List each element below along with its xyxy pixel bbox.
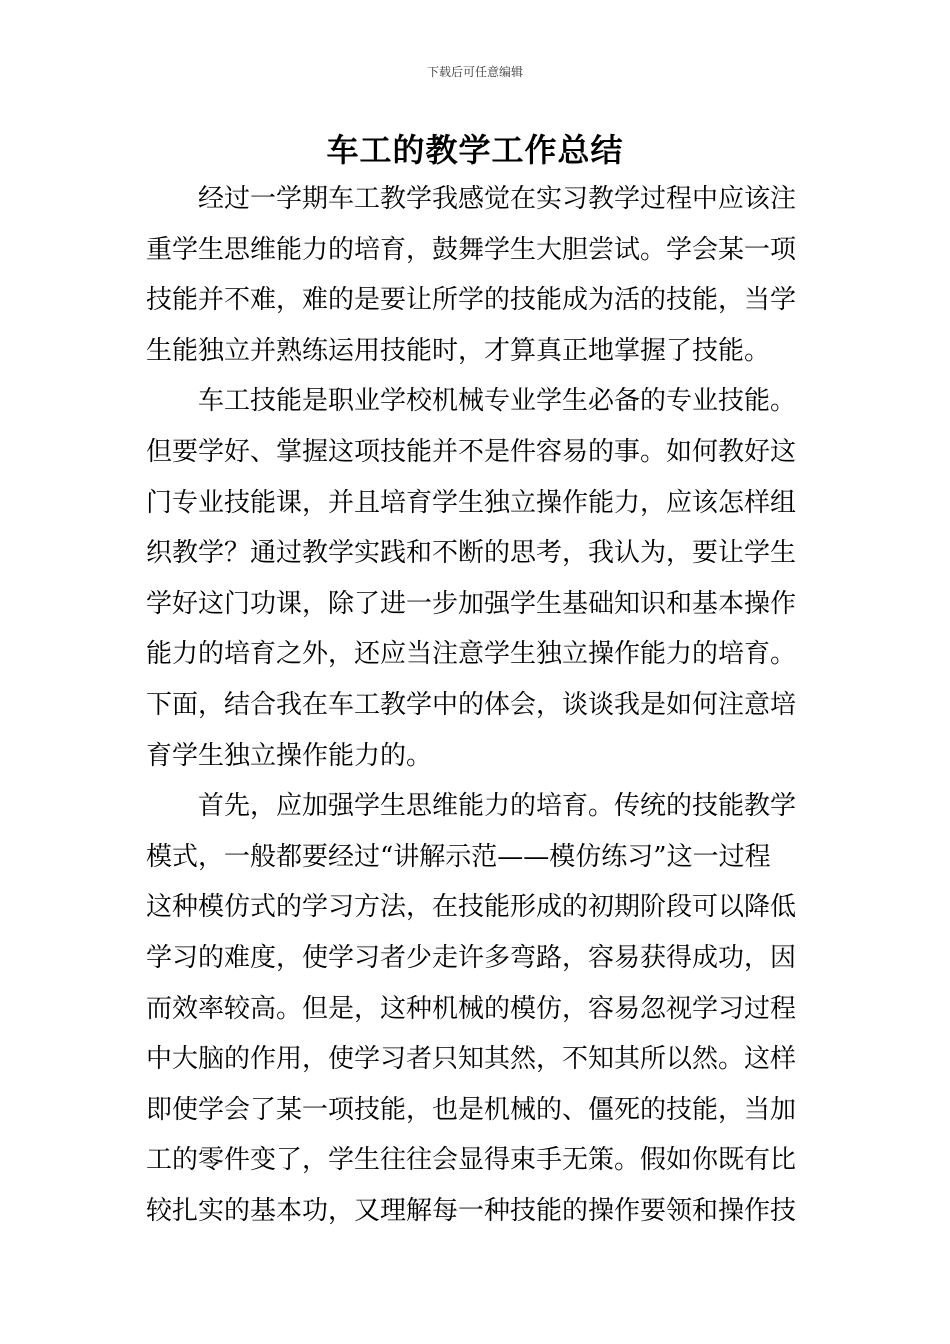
paragraph-line: 工的零件变了，学生往往会显得束手无策。假如你既有比 bbox=[146, 1145, 797, 1176]
paragraph-2 bbox=[146, 376, 806, 781]
paragraph-line: 育学生独立操作能力的。 bbox=[146, 740, 433, 771]
paragraph-line: 下面，结合我在车工教学中的体会，谈谈我是如何注意培 bbox=[146, 689, 797, 720]
paragraph-line: 较扎实的基本功，又理解每一种技能的操作要领和操作技 bbox=[146, 1195, 797, 1226]
paragraph-line: 能力的培育之外，还应当注意学生独立操作能力的培育。 bbox=[146, 639, 797, 670]
paragraph-line: 重学生思维能力的培育，鼓舞学生大胆尝试。学会某一项 bbox=[146, 234, 797, 265]
paragraph-line: 生能独立并熟练运用技能时，才算真正地掌握了技能。 bbox=[146, 335, 771, 366]
document-title: 车工的教学工作总结 bbox=[326, 131, 624, 169]
paragraph-line: 技能并不难，难的是要让所学的技能成为活的技能，当学 bbox=[146, 285, 797, 316]
paragraph-line: 中大脑的作用，使学习者只知其然，不知其所以然。这样 bbox=[146, 1044, 797, 1075]
paragraph-line: 学好这门功课，除了进一步加强学生基础知识和基本操作 bbox=[146, 588, 797, 619]
paragraph-line: 学习的难度，使学习者少走许多弯路，容易获得成功，因 bbox=[146, 942, 797, 973]
paragraph-line: 即使学会了某一项技能，也是机械的、僵死的技能，当加 bbox=[146, 1094, 797, 1125]
header-note: 下载后可任意编辑 bbox=[426, 65, 523, 79]
paragraph-3 bbox=[146, 781, 806, 1236]
paragraph-line: 而效率较高。但是，这种机械的模仿，容易忽视学习过程 bbox=[146, 993, 797, 1024]
paragraph-line: 门专业技能课，并且培育学生独立操作能力，应该怎样组 bbox=[146, 487, 797, 518]
paragraph-line: 但要学好、掌握这项技能并不是件容易的事。如何教好这 bbox=[146, 436, 797, 467]
paragraph-line: 模式，一般都要经过“讲解示范——模仿练习”这一过程 bbox=[146, 841, 771, 872]
paragraph-1 bbox=[146, 174, 806, 376]
paragraph-line: 首先，应加强学生思维能力的培育。传统的技能教学 bbox=[198, 791, 797, 822]
paragraph-line: 车工技能是职业学校机械专业学生必备的专业技能。 bbox=[198, 386, 797, 417]
paragraph-line: 这种模仿式的学习方法，在技能形成的初期阶段可以降低 bbox=[146, 892, 797, 923]
paragraph-line: 经过一学期车工教学我感觉在实习教学过程中应该注 bbox=[198, 184, 797, 214]
paragraph-line: 织教学？通过教学实践和不断的思考，我认为，要让学生 bbox=[146, 538, 797, 569]
document-body bbox=[146, 174, 806, 1236]
